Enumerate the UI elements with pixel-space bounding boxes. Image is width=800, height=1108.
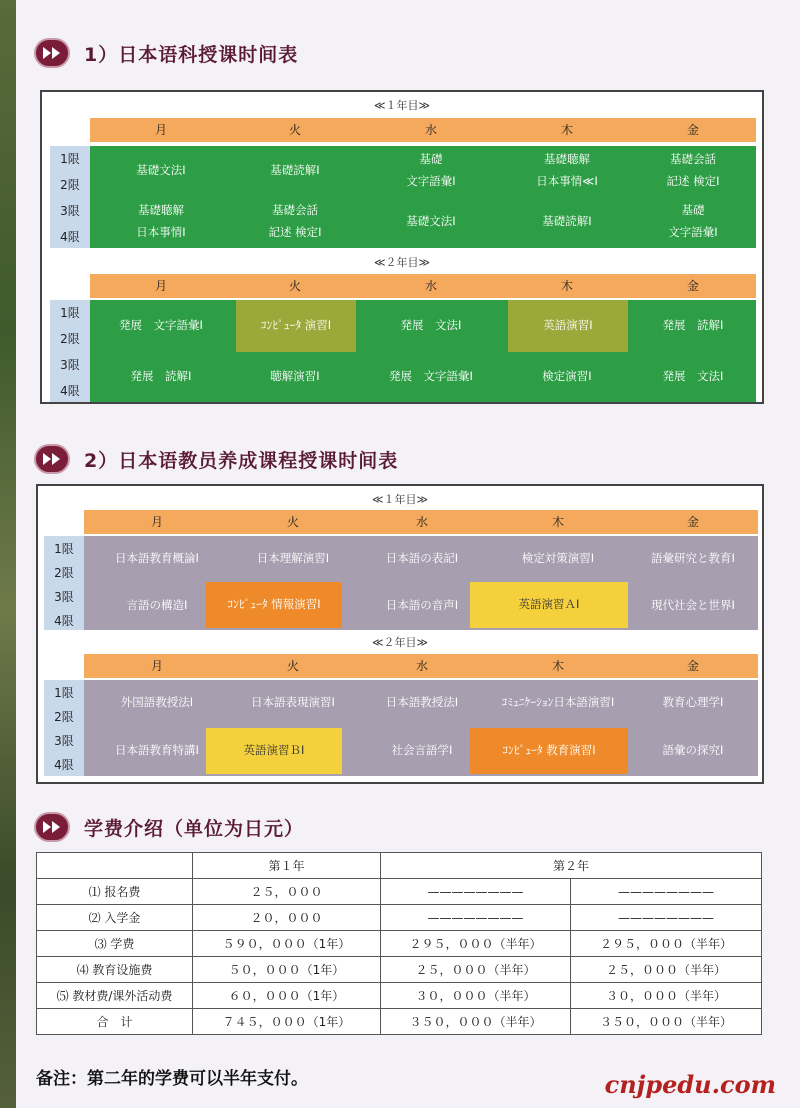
period-label: 2限: [60, 178, 80, 192]
fee-label: ⑷ 教育设施费: [37, 957, 193, 983]
section1-title: 1）日本语科授课时间表: [84, 43, 299, 66]
class-cell: 基礎文法Ⅰ: [90, 146, 232, 196]
section1-header: [34, 38, 298, 68]
class-cell: 語彙研究と教育Ⅰ: [628, 536, 758, 582]
section2-title: 2）日本语教员养成课程授课时间表: [84, 449, 399, 472]
period-label: 4限: [60, 230, 80, 244]
class-cell: 現代社会と世界Ⅰ: [628, 582, 758, 630]
fee-y1: ６０，０００（1年）: [193, 983, 381, 1009]
class-cell: 基礎会話 記述 検定Ⅰ: [232, 196, 358, 248]
table-row: [37, 983, 762, 1009]
day-header: 月: [90, 118, 232, 142]
class-cell: 英語演習ＡⅠ: [470, 582, 628, 628]
fee-y1: ５０，０００（1年）: [193, 957, 381, 983]
class-cell: 発展 読解Ⅰ: [90, 352, 232, 402]
fee-label: 合 计: [37, 1009, 193, 1035]
class-cell: 日本理解演習Ⅰ: [230, 536, 356, 582]
fast-forward-icon: [34, 444, 70, 474]
class-cell: 言語の構造Ⅰ: [84, 582, 230, 630]
day-header: 火: [232, 118, 358, 142]
class-cell: 検定演習Ⅰ: [504, 352, 630, 402]
fast-forward-icon: [34, 38, 70, 68]
table-row: [37, 1009, 762, 1035]
section2-timetable: [36, 484, 764, 784]
class-cell: ｺﾐｭﾆｹｰｼｮﾝ日本語演習Ⅰ: [488, 680, 628, 726]
class-cell: 発展 読解Ⅰ: [630, 300, 756, 352]
period-label: 3限: [54, 590, 74, 604]
class-cell: 検定対策演習Ⅰ: [488, 536, 628, 582]
class-cell: 基礎 文字語彙Ⅰ: [358, 146, 504, 196]
section2-header: [34, 444, 398, 474]
fee-y2a: ２５，０００（半年）: [381, 957, 571, 983]
period-label: 1限: [54, 686, 74, 700]
period-label: 2限: [54, 710, 74, 724]
day-header: 金: [628, 510, 758, 534]
day-header: 木: [504, 118, 630, 142]
class-cell: 基礎読解Ⅰ: [232, 146, 358, 196]
day-header: 水: [356, 510, 488, 534]
fee-y2a: ————————: [381, 905, 571, 931]
period-label: 2限: [60, 332, 80, 346]
day-header: 月: [84, 654, 230, 678]
class-cell: 語彙の探究Ⅰ: [628, 726, 758, 776]
fee-label: ⑸ 教材费/课外活动费: [37, 983, 193, 1009]
watermark: cnjpedu.com: [604, 1070, 776, 1099]
day-header: 火: [230, 654, 356, 678]
header-year1: 第１年: [193, 853, 381, 879]
day-header: 金: [628, 654, 758, 678]
class-cell: 基礎文法Ⅰ: [358, 196, 504, 248]
class-cell: ｺﾝﾋﾟｭｰﾀ 教育演習Ⅰ: [470, 728, 628, 774]
class-cell: 日本語教育概論Ⅰ: [84, 536, 230, 582]
section3-header: [34, 812, 304, 842]
table-row: [37, 957, 762, 983]
class-cell: 英語演習ＢⅠ: [206, 728, 342, 774]
fee-y2a: ３５０，０００（半年）: [381, 1009, 571, 1035]
fast-forward-icon: [34, 812, 70, 842]
class-cell: 英語演習Ⅰ: [508, 300, 628, 352]
fee-y1: ２０，０００: [193, 905, 381, 931]
class-cell: 日本語教育特講Ⅰ: [84, 726, 230, 776]
period-label: 1限: [60, 306, 80, 320]
fee-y1: ７４５，０００（1年）: [193, 1009, 381, 1035]
class-cell: 基礎会話 記述 検定Ⅰ: [630, 146, 756, 196]
day-header: 月: [84, 510, 230, 534]
class-cell: 聴解演習Ⅰ: [232, 352, 358, 402]
class-cell: 日本語の表記Ⅰ: [356, 536, 488, 582]
class-cell: 基礎読解Ⅰ: [504, 196, 630, 248]
table-row: [37, 931, 762, 957]
fee-y2a: ２９５，０００（半年）: [381, 931, 571, 957]
day-header: 水: [358, 118, 504, 142]
header-year2: 第２年: [381, 853, 762, 879]
class-cell: 外国語教授法Ⅰ: [84, 680, 230, 726]
year1-label: ≪１年目≫: [371, 493, 429, 506]
day-header: 水: [356, 654, 488, 678]
fee-y2a: ————————: [381, 879, 571, 905]
class-cell: 発展 文字語彙Ⅰ: [90, 300, 232, 352]
day-header: 月: [90, 274, 232, 298]
day-header: 金: [630, 118, 756, 142]
section1-timetable: [40, 90, 764, 404]
table-row: [37, 879, 762, 905]
period-label: 1限: [54, 542, 74, 556]
day-header: 水: [358, 274, 504, 298]
year2-label: ≪２年目≫: [373, 256, 431, 269]
footnote: 备注：第二年的学费可以半年支付。: [36, 1069, 308, 1089]
fee-y2b: ２５，０００（半年）: [571, 957, 762, 983]
period-label: 4限: [54, 614, 74, 628]
day-header: 火: [230, 510, 356, 534]
period-label: 1限: [60, 152, 80, 166]
table-row: [37, 853, 762, 879]
period-label: 4限: [54, 758, 74, 772]
class-cell: ｺﾝﾋﾟｭｰﾀ 情報演習Ⅰ: [206, 582, 342, 628]
class-cell: 日本語の音声Ⅰ: [356, 582, 488, 630]
day-header: 木: [488, 654, 628, 678]
fee-label: ⑶ 学费: [37, 931, 193, 957]
day-header: 木: [504, 274, 630, 298]
year2-label: ≪２年目≫: [371, 636, 429, 649]
fee-y1: ５９０，０００（1年）: [193, 931, 381, 957]
period-label: 3限: [54, 734, 74, 748]
fee-table: [36, 852, 762, 1035]
fee-y2b: ３５０，０００（半年）: [571, 1009, 762, 1035]
period-label: 2限: [54, 566, 74, 580]
section3-title: 学费介绍（单位为日元）: [84, 817, 305, 840]
class-cell: 発展 文法Ⅰ: [630, 352, 756, 402]
fee-y2b: ————————: [571, 905, 762, 931]
fee-label: ⑵ 入学金: [37, 905, 193, 931]
class-cell: 基礎 文字語彙Ⅰ: [630, 196, 756, 248]
year1-label: ≪１年目≫: [373, 99, 431, 112]
left-photo-edge: [0, 0, 16, 1108]
class-cell: 日本語表現演習Ⅰ: [230, 680, 356, 726]
class-cell: 発展 文法Ⅰ: [358, 300, 504, 352]
period-label: 3限: [60, 358, 80, 372]
table-cell: [37, 853, 193, 879]
table-row: [37, 905, 762, 931]
class-cell: 日本語教授法Ⅰ: [356, 680, 488, 726]
fee-y1: ２５，０００: [193, 879, 381, 905]
class-cell: 社会言語学Ⅰ: [356, 726, 488, 776]
fee-label: ⑴ 报名费: [37, 879, 193, 905]
fee-y2b: ————————: [571, 879, 762, 905]
period-label: 4限: [60, 384, 80, 398]
fee-y2b: ２９５，０００（半年）: [571, 931, 762, 957]
day-header: 木: [488, 510, 628, 534]
fee-y2b: ３０，０００（半年）: [571, 983, 762, 1009]
class-cell: ｺﾝﾋﾟｭｰﾀ 演習Ⅰ: [236, 300, 356, 352]
class-cell: 発展 文字語彙Ⅰ: [358, 352, 504, 402]
period-label: 3限: [60, 204, 80, 218]
class-cell: 基礎聴解 日本事情Ⅰ: [90, 196, 232, 248]
day-header: 金: [630, 274, 756, 298]
class-cell: 基礎聴解 日本事情≪Ⅰ: [504, 146, 630, 196]
day-header: 火: [232, 274, 358, 298]
fee-y2a: ３０，０００（半年）: [381, 983, 571, 1009]
class-cell: 教育心理学Ⅰ: [628, 680, 758, 726]
